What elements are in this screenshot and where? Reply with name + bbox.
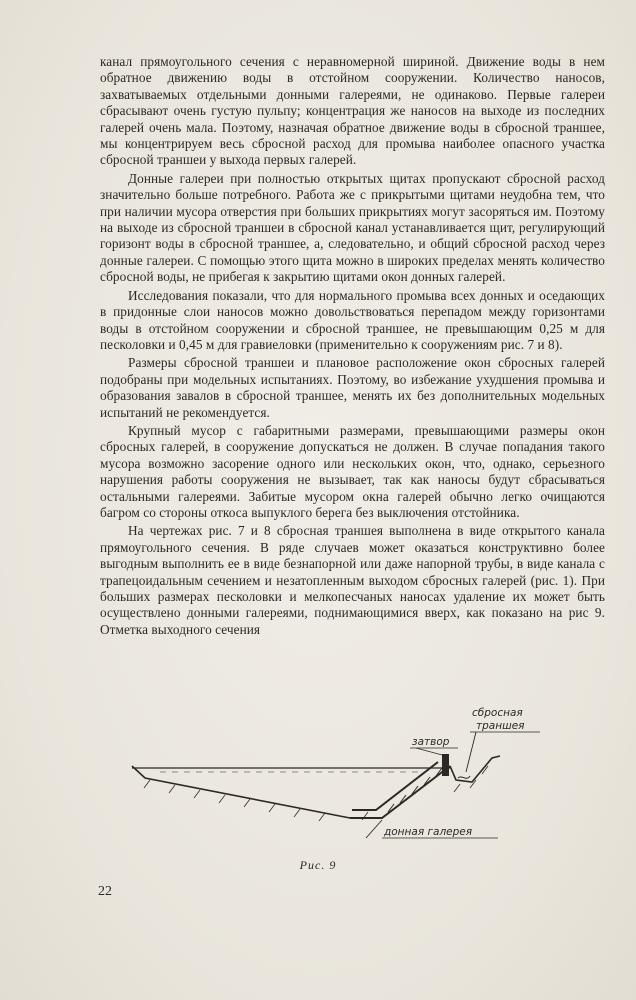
paragraph: канал прямоугольного сечения с неравномерной шириной. Движение воды в нем обратное движению воды в отстойном сооружении. Количество наносов, захватываемых отдельными донными галереями, не одинаково. Первые галереи сбрасывают очень густую пульпу; концентрация же наносов на выходе из последних галерей очень мала. Поэтому, назначая обратное движение воды в сбросной траншее, мы концентрируем весь сбросной расход для промыва наиболее опасного участка сбросной траншеи у выхода первых галерей. [100, 54, 605, 168]
gate-leader [416, 748, 446, 756]
trench-profile [450, 756, 500, 782]
body-text [100, 54, 605, 638]
paragraph: Донные галереи при полностью открытых щитах пропускают сбросной расход значительно больше потребного. Работа же с прикрытыми щитами неудобна тем, что при наличии мусора отверстия при больших прикрытиях могут засоряться им. Поэтому на выходе из сбросной траншеи в сбросной канал устанавливается щит, регулирующий горизонт воды в сбросной траншее, а, следовательно, и общий сбросной расход через донные галереи. С помощью этого щита можно в широких пределах менять количество сбросной воды, не прибегая к закрытию щитами окон донных галерей. [100, 170, 605, 285]
figure-9-diagram [120, 700, 560, 860]
gallery-leader [366, 820, 382, 838]
gallery-label: донная галерея [384, 826, 473, 838]
page-number: 22 [98, 884, 112, 899]
paragraph: Размеры сбросной траншеи и плановое расположение окон сбросных галерей подобраны при модельных испытаниях. Поэтому, во избежание ухудшения промыва и образования завалов в сбросной траншее, менять их без дополнительных модельных испытаний не рекомендуется. [100, 355, 605, 420]
trench-label-line1: сбросная [472, 707, 523, 719]
paragraph: Исследования показали, что для нормального промыва всех донных и оседающих в придонные слои наносов можно довольствоваться перепадом между горизонтами воды в отстойном сооружении и сбросной траншее, не превышающим 0,25 м для песколовки и 0,45 м для гравиеловки (применительно к сооружениям рис. 7 и 8). [100, 287, 605, 352]
gate-label: затвор [412, 736, 450, 748]
gate-shape [442, 754, 449, 776]
figure-caption: Рис. 9 [299, 858, 337, 872]
gallery-hatching [388, 768, 442, 812]
paragraph: На чертежах рис. 7 и 8 сбросная траншея выполнена в виде открытого канала прямоугольного сечения. В ряде случаев может оказаться конструктивно более выгодным выполнить ее в виде безнапорной или даже напорной трубы, в виде канала с трапецоидальным сечением и незатопленным выходом сбросных галерей (рис. 1). При больших размерах песколовки и мелкопесчаных наносах удаление их может быть осуществлено донными галереями, поднимающимися вверх, как показано на рис 9. Отметка выходного сечения [100, 523, 605, 637]
trench-water [458, 776, 470, 778]
trench-label-line2: траншея [476, 720, 525, 732]
paragraph: Крупный мусор с габаритными размерами, превышающими размеры окон сбросных галерей, в сооружение допускаться не должен. В случае попадания такого мусора возможно засорение одного или нескольких окон, что, однако, серьезного нарушения работы сооружения не вызывает, так как наносы будут сбрасываться остальными галереями. Забитые мусором окна галерей обычно легко очищаются багром со стороны откоса выпуклого берега без выключения отстойника. [100, 422, 605, 520]
channel-bed [132, 766, 350, 818]
trench-leader [466, 732, 476, 772]
